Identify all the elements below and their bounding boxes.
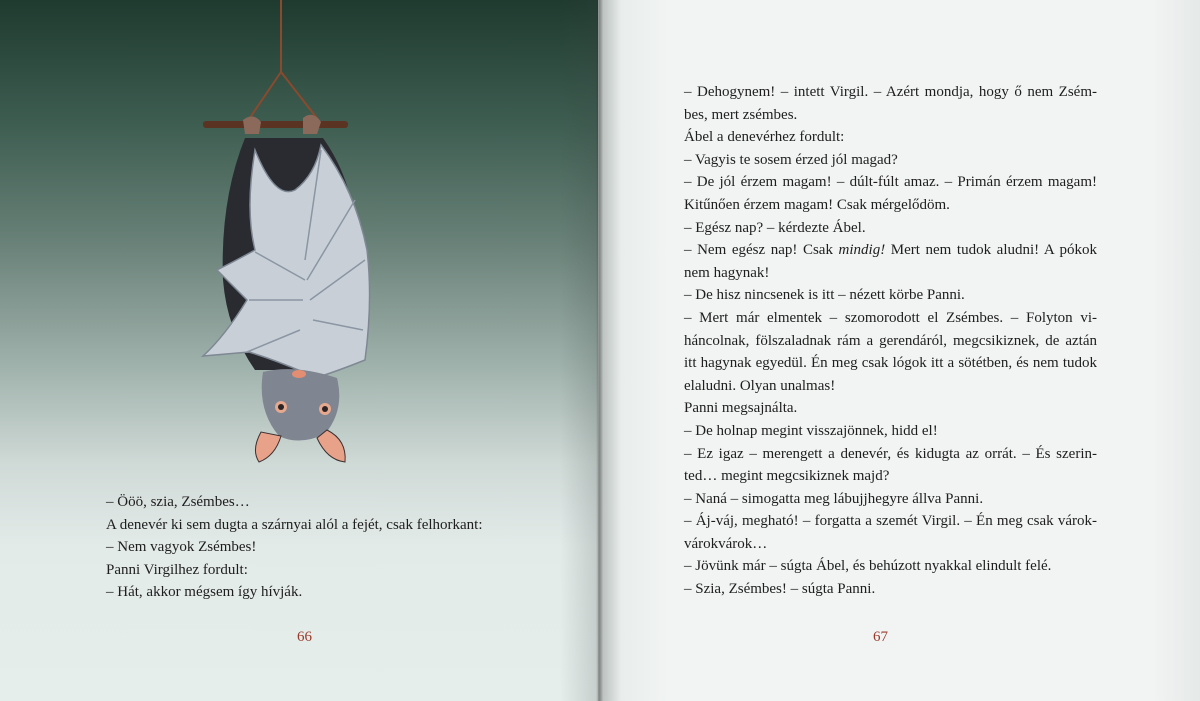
- text-line: – Ez igaz – merengett a denevér, és kidugta az orrát. – És szerin-: [684, 445, 1097, 462]
- emphasized-word: mindig!: [838, 242, 886, 259]
- text-line: – Hát, akkor mégsem így hívják.: [106, 584, 303, 601]
- text-line: ted… megint megcsikiznek majd?: [684, 468, 890, 485]
- text-line: várokvárok…: [684, 535, 768, 552]
- text-line: – Ööö, szia, Zsémbes…: [106, 494, 250, 510]
- right-page: [598, 0, 1200, 701]
- text-line: Ábel a denevérhez fordult:: [684, 129, 845, 146]
- text-line: háncolnak, fölszaladnak rám a gerendáról, megcsikiznek, de aztán: [684, 332, 1097, 349]
- right-page-text: [684, 81, 1097, 601]
- text-line: [684, 239, 1097, 262]
- text-line: – Egész nap? – kérdezte Ábel.: [684, 219, 866, 236]
- text-line: – Jövünk már – súgta Ábel, és behúzott nyakkal elindult felé.: [684, 558, 1052, 575]
- text-line: Panni Virgilhez fordult:: [106, 561, 248, 578]
- left-page-text: [106, 491, 506, 604]
- text-line: – Mert már elmentek – szomorodott el Zsémbes. – Folyton vi-: [684, 309, 1097, 326]
- text-line: Panni megsajnálta.: [684, 400, 798, 417]
- text-line: – Dehogynem! – intett Virgil. – Azért mondja, hogy ő nem Zsém-: [684, 84, 1097, 100]
- page-number-right: 67: [873, 629, 888, 645]
- text-line: A denevér ki sem dugta a szárnyai alól a fejét, csak felhorkant:: [106, 516, 483, 533]
- text-line: Kitűnően érzem magam! Csak mérgelődöm.: [684, 196, 950, 213]
- text-line: nem hagynak!: [684, 264, 770, 281]
- text-line: itt hagynak egyedül. Én meg csak lógok itt a sötétben, és nem tudok: [684, 355, 1097, 372]
- text-line: elaludni. Olyan unalmas!: [684, 377, 836, 394]
- text-fragment: Mert nem tudok aludni! A pókok: [885, 242, 1097, 259]
- text-line: – Nem vagyok Zsémbes!: [106, 539, 257, 556]
- text-line: – De holnap megint visszajönnek, hidd el!: [684, 422, 938, 439]
- text-fragment: – Nem egész nap! Csak: [684, 242, 839, 259]
- text-line: – De hisz nincsenek is itt – nézett körbe Panni.: [684, 287, 965, 304]
- text-line: – De jól érzem magam! – dúlt-fúlt amaz. – Primán érzem magam!: [684, 174, 1097, 191]
- text-line: – Szia, Zsémbes! – súgta Panni.: [684, 581, 876, 598]
- left-page: [0, 0, 598, 701]
- page-number-left: 66: [297, 629, 312, 645]
- text-line: – Naná – simogatta meg lábujjhegyre állva Panni.: [684, 490, 984, 507]
- hanging-bat-illustration: [195, 0, 395, 480]
- text-line: – Áj-váj, megható! – forgatta a szemét Virgil. – Én meg csak várok-: [684, 513, 1097, 530]
- text-line: bes, mert zsémbes.: [684, 106, 798, 123]
- text-line: – Vagyis te sosem érzed jól magad?: [684, 151, 898, 168]
